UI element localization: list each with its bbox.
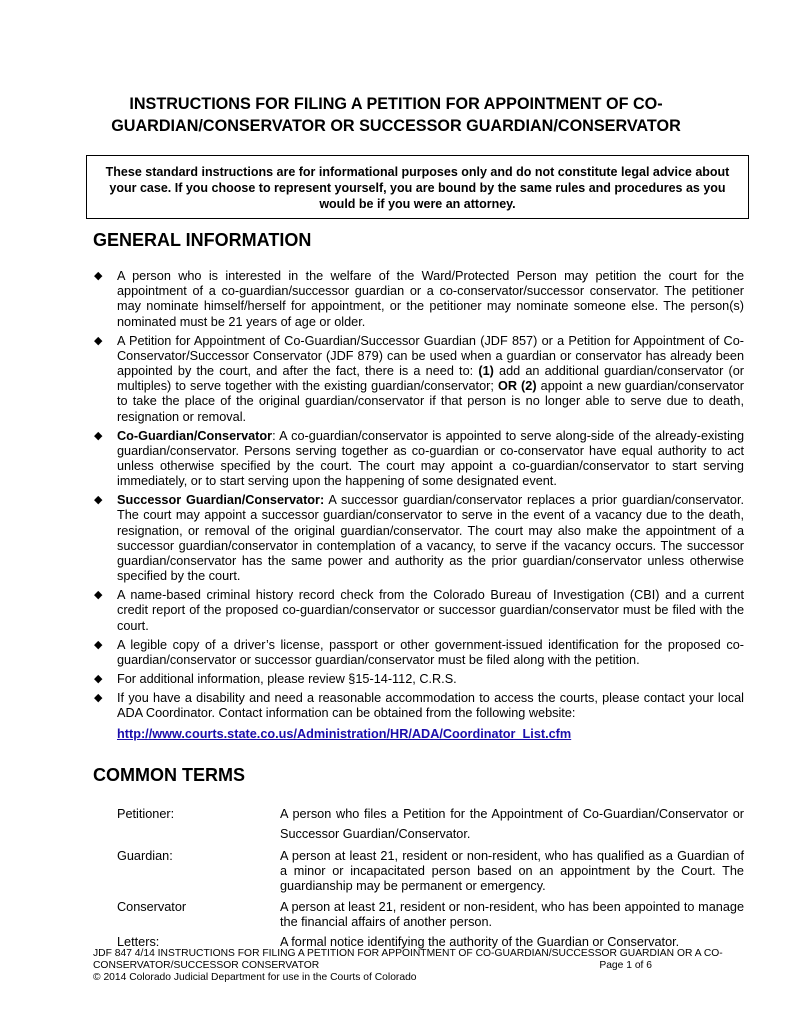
bold-text: OR (2) xyxy=(497,379,537,394)
list-item-text: appoint a new guardian/conservator to take the place of the original guardian/conservator if that person is no longer able to serve due to death, resignation or removal. xyxy=(117,379,744,424)
page-footer xyxy=(93,948,744,984)
diamond-bullet-icon: ◆ xyxy=(94,638,103,651)
link-line xyxy=(117,727,744,742)
term-name: Guardian: xyxy=(117,849,173,863)
section-heading-general: GENERAL INFORMATION xyxy=(93,230,312,250)
footer-form-line-2: CONSERVATOR/SUCCESSOR CONSERVATOR xyxy=(93,960,320,971)
page-number: Page 1 of 6 xyxy=(599,960,652,971)
list-item-text: A name-based criminal history record check from the Colorado Bureau of Investigation (CBI) and a current credit report of the proposed co-guardian/conservator or successor guardian/conservator must be filed with the court. xyxy=(117,588,744,633)
term-label: Co-Guardian/Conservator xyxy=(117,428,273,443)
term-row xyxy=(93,900,744,930)
bullet-icon xyxy=(93,900,117,930)
document-title: INSTRUCTIONS FOR FILING A PETITION FOR APPOINTMENT OF CO-GUARDIAN/CONSERVATOR OR SUCCESSOR GUARDIAN/CONSERVATOR xyxy=(111,95,681,135)
list-item-text: add an additional guardian/conservator (or multiples) to serve together with the existing guardian/conservator; xyxy=(117,364,744,394)
term-name: Petitioner: xyxy=(117,807,175,821)
list-item-text: A legible copy of a driver’s license, passport or other government-issued identification for the proposed co-guardian/conservator or successor guardian/conservator must be filed along with the petition. xyxy=(117,637,744,667)
diamond-bullet-icon: ◆ xyxy=(94,429,103,442)
list-item xyxy=(93,269,744,330)
bold-text: (1) xyxy=(478,364,494,379)
diamond-bullet-icon: ◆ xyxy=(94,691,103,704)
term-name: Conservator xyxy=(117,899,187,914)
list-item xyxy=(93,588,744,634)
term-name: Letters: xyxy=(117,935,160,950)
list-item xyxy=(93,672,744,687)
copyright-line: © 2014 Colorado Judicial Department for use in the Courts of Colorado xyxy=(93,972,417,983)
term-label: Successor Guardian/Conservator: xyxy=(117,493,325,508)
list-item-text: : A co-guardian/conservator is appointed to serve along-side of the already-existing guardian/conservator. Persons serving together as co-guardian or co-conservator have equal authority to act unless otherwise specified by the court. The court may appoint a co-guardian/conservator to start serving immediately, or to start serving upon the happening of some designated event. xyxy=(117,428,744,489)
terms-list xyxy=(93,804,744,955)
term-definition: A formal notice identifying the authority of the Guardian or Conservator. xyxy=(280,935,680,950)
list-item xyxy=(93,429,744,490)
diamond-bullet-icon: ◆ xyxy=(94,494,103,507)
footer-form-line: JDF 847 4/14 INSTRUCTIONS FOR FILING A PETITION FOR APPOINTMENT OF CO-GUARDIAN/SUCCESSOR GUARDIAN OR A CO- xyxy=(93,948,723,959)
term-row xyxy=(93,804,744,844)
list-item xyxy=(93,493,744,584)
term-definition: A person at least 21, resident or non-resident, who has qualified as a Guardian of a minor or incapacitated person based on an appointment by the Court. The guardianship may be permanent or emergency. xyxy=(280,849,744,894)
section-heading-terms: COMMON TERMS xyxy=(93,765,245,785)
term-definition: A person who files a Petition for the Appointment of Co-Guardian/Conservator or Successor Guardian/Conservator. xyxy=(280,807,744,841)
ada-coordinator-link[interactable]: http://www.courts.state.co.us/Administration/HR/ADA/Coordinator_List.cfm xyxy=(117,727,572,742)
disclaimer-box: These standard instructions are for informational purposes only and do not constitute legal advice about your case. If you choose to represent yourself, you are bound by the same rules and procedures as you would be if you were an attorney. xyxy=(86,155,749,219)
list-item xyxy=(93,638,744,668)
list-item-text: If you have a disability and need a reasonable accommodation to access the courts, please contact your local ADA Coordinator. Contact information can be obtained from the following website: xyxy=(117,690,744,721)
bullet-icon xyxy=(93,849,117,895)
diamond-bullet-icon: ◆ xyxy=(94,334,103,347)
list-item-text: A Petition for Appointment of Co-Guardian/Successor Guardian (JDF 857) or a Petition for Appointment of Co-Conservator/Successor Conservator (JDF 879) can be used when a guardian or conservator has already been appointed by the court, and after the fact, there is a need to: xyxy=(117,333,744,379)
list-item xyxy=(93,691,744,743)
diamond-bullet-icon: ◆ xyxy=(94,672,103,685)
diamond-bullet-icon: ◆ xyxy=(94,589,103,602)
list-item-text: A successor guardian/conservator replaces a prior guardian/conservator. The court may appoint a successor guardian/conservator to serve in the event of a vacancy due to the death, resignation, or removal of the original guardian/conservator. The court may also make the appointment of a successor guardian/conservator in contemplation of a vacancy, to serve if the vacancy occurs. The successor guardian/conservator has the same power and authority as the prior guardian/conservator unless otherwise specified by the court. xyxy=(117,493,745,584)
term-row xyxy=(93,849,744,895)
term-definition: A person at least 21, resident or non-resident, who has been appointed to manage the financial affairs of another person. xyxy=(280,899,744,929)
diamond-bullet-icon: ◆ xyxy=(94,270,103,282)
list-item xyxy=(93,334,744,425)
bullet-icon xyxy=(93,804,117,844)
general-info-list xyxy=(93,269,744,746)
list-item-text: For additional information, please review §15-14-112, C.R.S. xyxy=(117,671,457,686)
list-item-text: A person who is interested in the welfare of the Ward/Protected Person may petition the court for the appointment of a co-guardian/successor guardian or a co-conservator/successor conservator. The petitioner may nominate himself/herself for appointment, or the petitioner may nominate someone else. The person(s) nominated must be 21 years of age or older. xyxy=(117,269,744,329)
